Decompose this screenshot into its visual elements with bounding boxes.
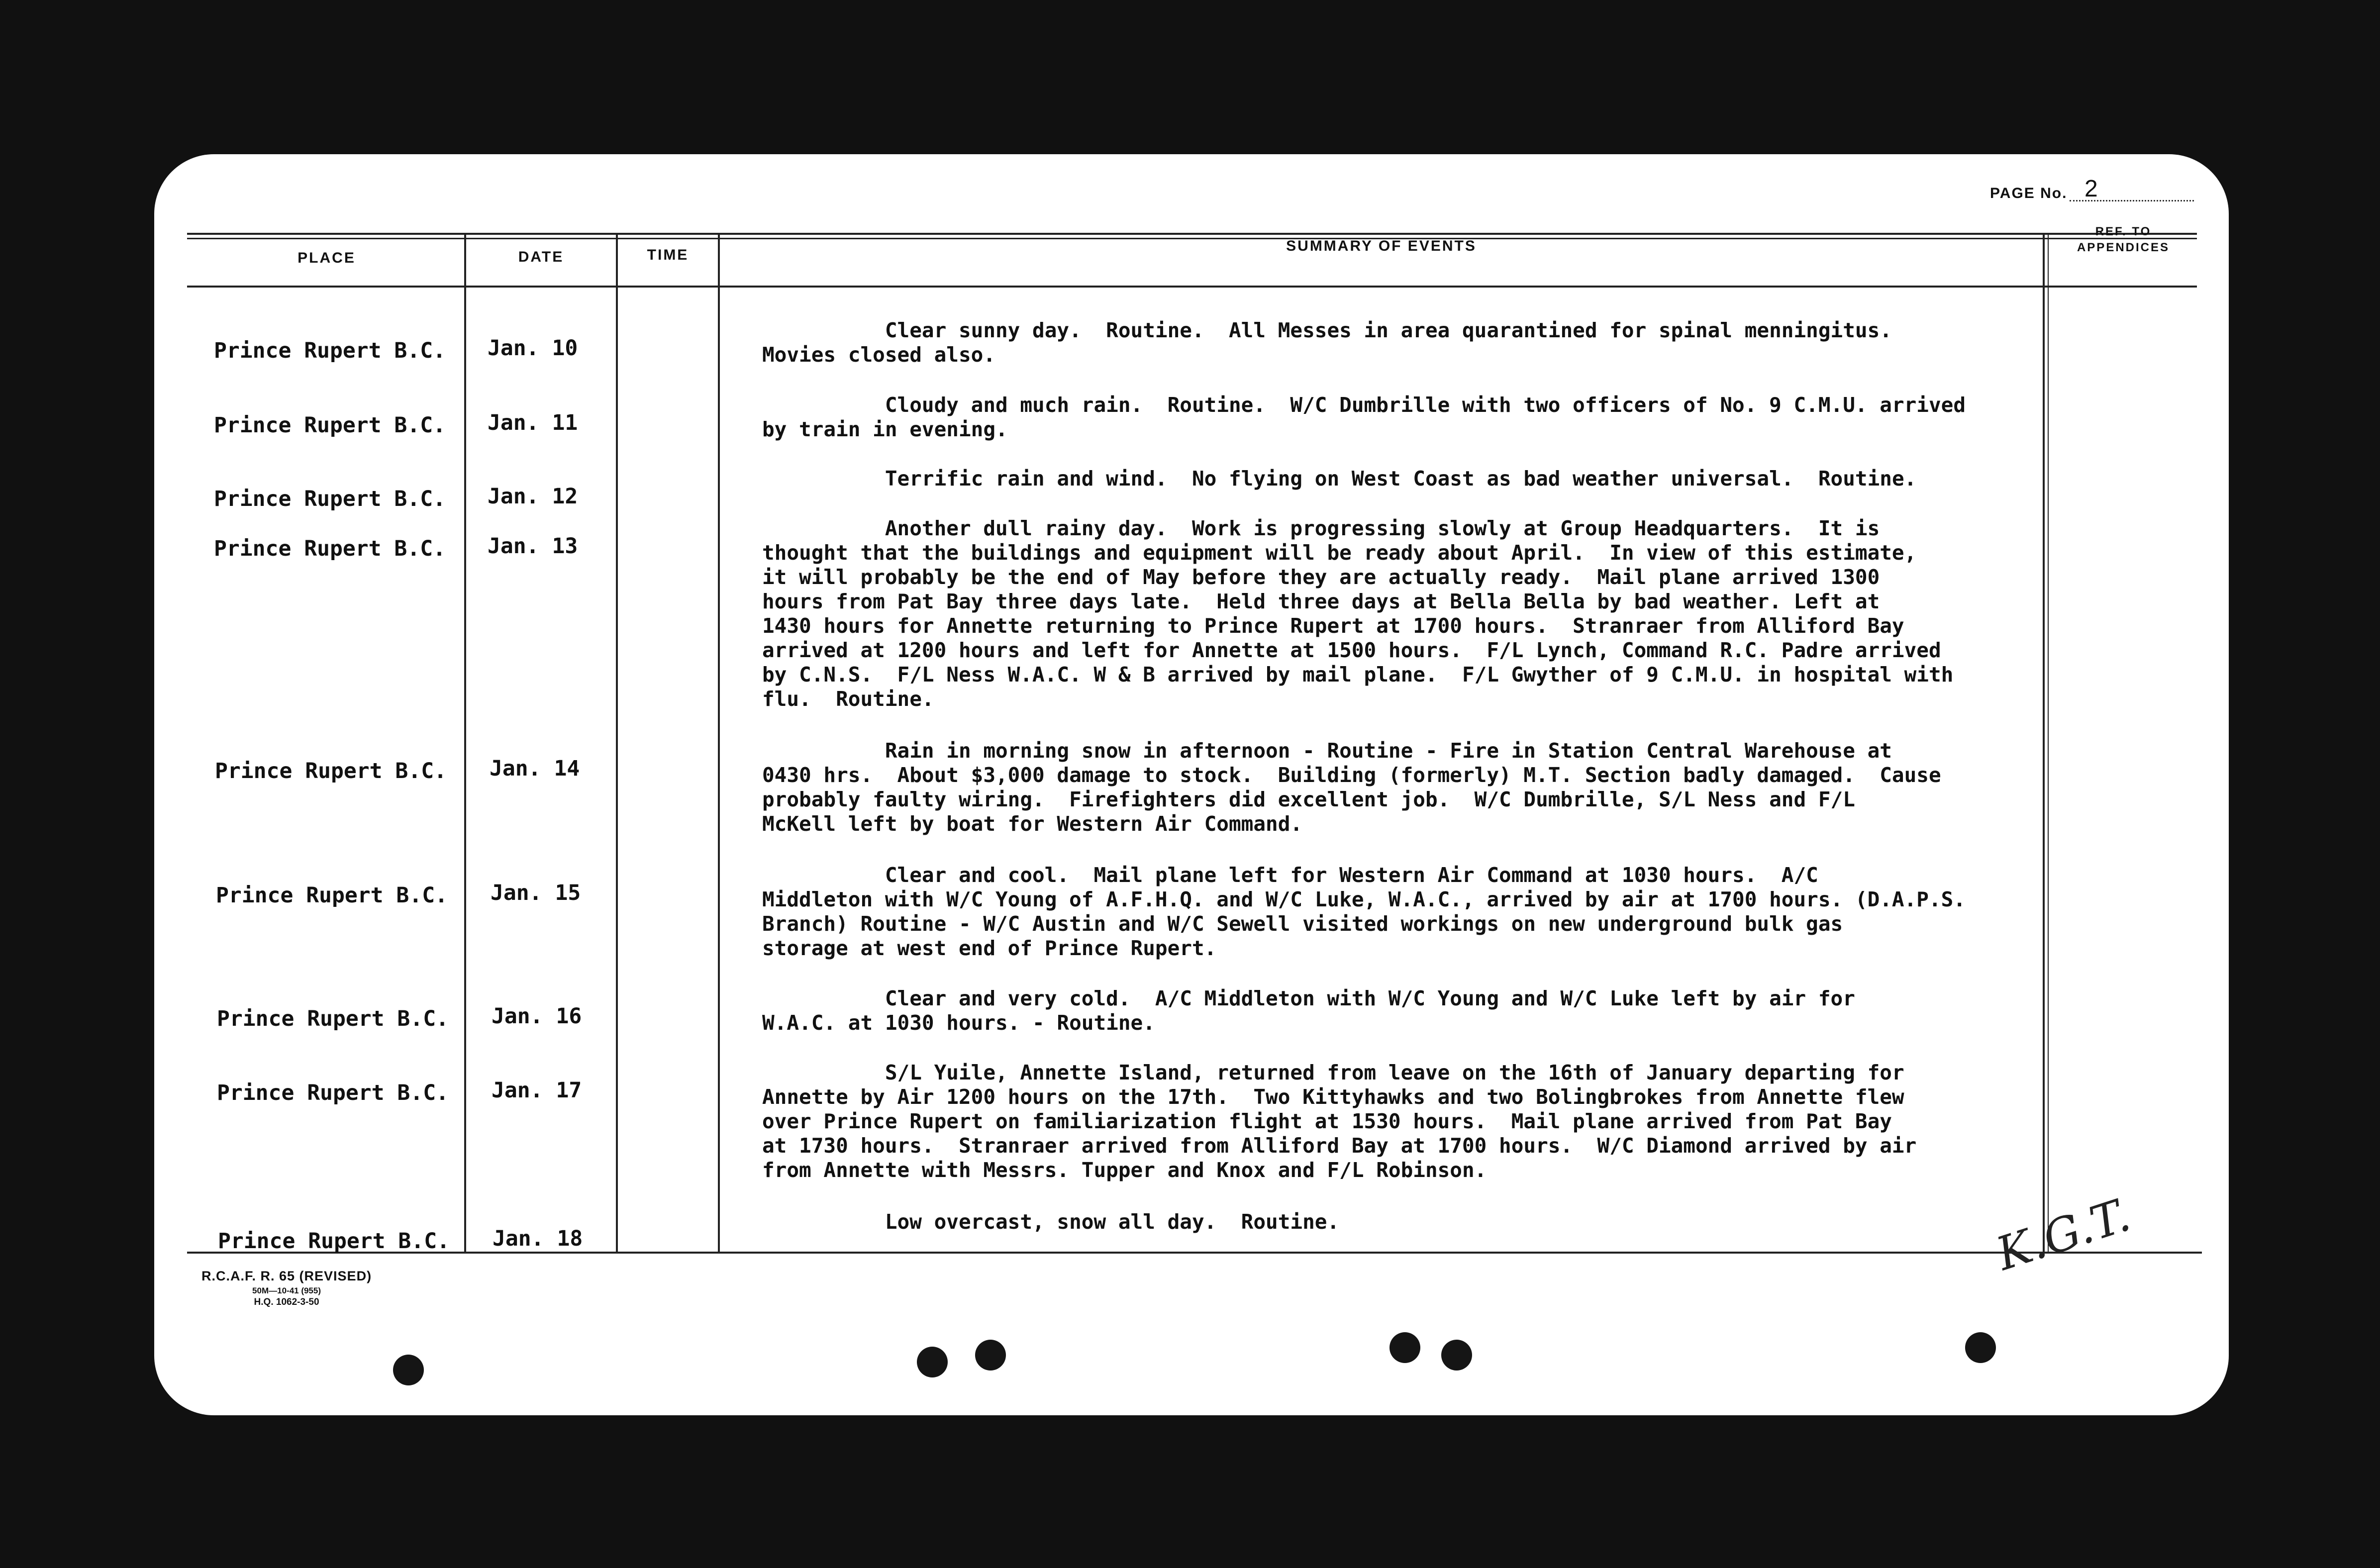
header-ref-line2: APPENDICES <box>2077 241 2170 254</box>
page-number-dotted-line <box>2070 200 2194 201</box>
punch-hole <box>1965 1332 1996 1363</box>
row-summary: Terrific rain and wind. No flying on West Coast as bad weather universal. Routine. <box>762 467 1917 490</box>
row-place: Prince Rupert B.C. <box>214 536 446 561</box>
row-date: Jan. 17 <box>492 1078 582 1103</box>
header-summary: SUMMARY OF EVENTS <box>1286 238 1477 254</box>
column-rule-place-date <box>464 233 466 1254</box>
row-place: Prince Rupert B.C. <box>217 1080 449 1105</box>
top-rule-upper <box>187 233 2197 235</box>
row-date: Jan. 16 <box>492 1004 582 1029</box>
page-number-value: 2 <box>2084 176 2099 202</box>
row-date: Jan. 10 <box>488 336 578 361</box>
row-date: Jan. 15 <box>491 881 581 905</box>
row-summary: Low overcast, snow all day. Routine. <box>762 1210 1340 1234</box>
column-rule-date-time <box>616 233 618 1254</box>
form-number-line1: R.C.A.F. R. 65 (REVISED) <box>201 1269 372 1283</box>
row-place: Prince Rupert B.C. <box>214 487 446 511</box>
diary-form-card <box>154 154 2229 1415</box>
form-number-line2: 50M—10-41 (955) <box>252 1286 321 1295</box>
row-summary: Clear and cool. Mail plane left for Western Air Command at 1030 hours. A/C Middleton with W/C Young of A.F.H.Q. and W/C Luke, W.A.C., arrived by air at 1700 hours. (D.A.P.S. Branch) Routine - W/C Austin and W/C Sewell visited workings on new underground bulk gas storage at west end of Prince Rupert. <box>762 863 1966 960</box>
row-date: Jan. 12 <box>488 484 578 509</box>
row-place: Prince Rupert B.C. <box>214 413 446 438</box>
punch-hole <box>393 1355 424 1385</box>
punch-hole <box>1441 1340 1472 1371</box>
punch-hole <box>917 1347 948 1377</box>
row-date: Jan. 11 <box>488 410 578 435</box>
row-place: Prince Rupert B.C. <box>218 1229 450 1254</box>
header-bottom-rule <box>187 286 2197 288</box>
row-date: Jan. 13 <box>488 534 578 559</box>
form-number-footer <box>201 1269 372 1308</box>
row-summary: S/L Yuile, Annette Island, returned from leave on the 16th of January departing for Annette by Air 1200 hours on the 17th. Two Kittyhawks and two Bolingbrokes from Annette flew over Prince Rupert on familiarization flight at 1530 hours. Mail plane arrived from Pat Bay at 1730 hours. Stranraer arrived from Alliford Bay at 1700 hours. W/C Diamond arrived by air from Annette with Messrs. Tupper and Knox and F/L Robinson. <box>762 1061 1917 1182</box>
header-date: DATE <box>518 249 564 265</box>
header-place: PLACE <box>298 250 356 266</box>
punch-hole <box>975 1340 1006 1371</box>
handwritten-initials: K.G.T. <box>1990 1188 2137 1281</box>
row-place: Prince Rupert B.C. <box>216 883 448 908</box>
row-summary: Clear and very cold. A/C Middleton with W/C Young and W/C Luke left by air for W.A.C. at 1030 hours. - Routine. <box>762 986 1855 1035</box>
punch-hole <box>1389 1332 1420 1363</box>
row-place: Prince Rupert B.C. <box>217 1006 449 1031</box>
row-summary: Rain in morning snow in afternoon - Routine - Fire in Station Central Warehouse at 0430 hrs. About $3,000 damage to stock. Building (formerly) M.T. Section badly damaged. Cause probably faulty wiring. Firefighters did excellent job. W/C Dumbrille, S/L Ness and F/L McKell left by boat for Western Air Command. <box>762 739 1941 836</box>
form-number-line3: H.Q. 1062-3-50 <box>254 1297 319 1307</box>
row-summary: Another dull rainy day. Work is progressing slowly at Group Headquarters. It is thought that the buildings and equipment will be ready about April. In view of this estimate, it will probably be the end of May before they are actually ready. Mail plane arrived 1300 hours from Pat Bay three days late. Held three days at Bella Bella by bad weather. Left at 1430 hours for Annette returning to Prince Rupert at 1700 hours. Stranraer from Alliford Bay arrived at 1200 hours and left for Annette at 1500 hours. F/L Lynch, Command R.C. Padre arrived by C.N.S. F/L Ness W.A.C. W & B arrived by mail plane. F/L Gwyther of 9 C.M.U. in hospital with flu. Routine. <box>762 516 1954 711</box>
column-rule-time-summary <box>718 233 720 1254</box>
header-ref-line1: REF. TO <box>2095 225 2152 238</box>
page-number <box>1990 176 2099 202</box>
header-time: TIME <box>647 247 689 263</box>
row-summary: Clear sunny day. Routine. All Messes in area quarantined for spinal menningitus. Movies closed also. <box>762 318 1892 367</box>
page-number-label: PAGE No. <box>1990 185 2068 201</box>
bottom-rule <box>187 1252 2202 1254</box>
row-place: Prince Rupert B.C. <box>214 338 446 363</box>
row-date: Jan. 18 <box>493 1226 583 1251</box>
row-date: Jan. 14 <box>490 756 580 781</box>
row-place: Prince Rupert B.C. <box>215 759 447 784</box>
row-summary: Cloudy and much rain. Routine. W/C Dumbrille with two officers of No. 9 C.M.U. arrived by train in evening. <box>762 393 1966 441</box>
